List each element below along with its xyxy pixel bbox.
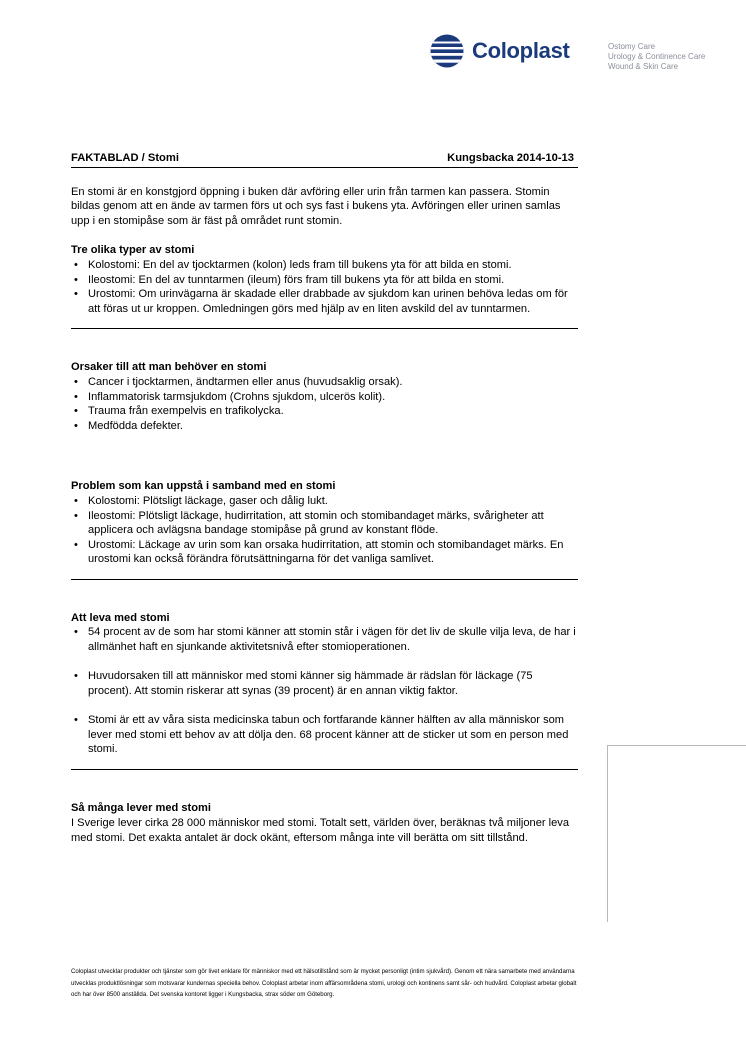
list-item: • Cancer i tjocktarmen, ändtarmen eller anus (huvudsaklig orsak). [71, 375, 578, 390]
section-divider [71, 328, 578, 329]
bullet-list [71, 494, 578, 567]
document-header [71, 151, 578, 168]
document-title: FAKTABLAD / Stomi [71, 152, 179, 164]
list-item: • Urostomi: Läckage av urin som kan orsaka hudirritation, att stomin och stomibandaget märks. En urostomi kan också förändra förutsättningarna för det vanliga samlivet. [71, 538, 578, 567]
tagline-line: Ostomy Care [608, 42, 656, 51]
footer-note: Coloplast utvecklar produkter och tjänster som gör livet enklare för människor med ett hälsotillstånd som är mycket personligt (intim sjukvård). Genom ett nära samarbete med användarna utvecklas produktlösningar som motsvarar kundernas speciella behov. Coloplast arbetar inom affärsområdena stomi, urologi och kontinens samt sår- och hudvård. Coloplast arbetar globalt och har över 8500 anställda. Det svenska kontoret ligger i Kungsbacka, strax söder om Göteborg. [71, 968, 577, 999]
list-item: • 54 procent av de som har stomi känner att stomin står i vägen för det liv de skulle vilja leva, de har i allmänhet haft en sjunkande aktivitetsnivå efter stomioperationen. [71, 625, 578, 654]
list-item: • Stomi är ett av våra sista medicinska tabun och fortfarande känner hälften av alla människor som lever med stomi ett behov av att dölja den. 68 procent känner att de sticker ut som en person med stomi. [71, 713, 578, 757]
bullet-list [71, 625, 578, 756]
coloplast-globe-icon [430, 34, 464, 68]
tagline-line: Urology & Continence Care [608, 52, 706, 61]
section-heading: Orsaker till att man behöver en stomi [71, 361, 267, 374]
list-item: • Urostomi: Om urinvägarna är skadade eller drabbade av sjukdom kan urinen behöva ledas om för att föras ut ur kroppen. Omledningen görs med hjälp av en liten avskild del av tunntarmen. [71, 287, 578, 316]
side-frame [607, 745, 746, 922]
section-divider [71, 579, 578, 580]
fact-sheet-body [71, 151, 578, 845]
section-heading: Tre olika typer av stomi [71, 244, 195, 257]
section-divider [71, 769, 578, 770]
section-heading: Så många lever med stomi [71, 802, 211, 815]
list-item: • Kolostomi: En del av tjocktarmen (kolon) leds fram till bukens yta för att bilda en stomi. [71, 258, 578, 273]
list-item: • Ileostomi: Plötsligt läckage, hudirritation, att stomin och stomibandaget märks, svårigheter att applicera och avlägsna bandage stomipåse på grund av konstant flöde. [71, 509, 578, 538]
section-paragraph: I Sverige lever cirka 28 000 människor med stomi. Totalt sett, världen över, beräknas två miljoner leva med stomi. Det exakta antalet är dock okänt, eftersom många inte vill berätta om sitt tillstånd. [71, 817, 570, 844]
section-heading: Att leva med stomi [71, 611, 170, 624]
document-date: Kungsbacka 2014-10-13 [447, 152, 574, 164]
coloplast-logo [430, 34, 570, 68]
tagline-line: Wound & Skin Care [608, 62, 679, 71]
list-item: • Medfödda defekter. [71, 419, 578, 434]
intro-paragraph: En stomi är en konstgjord öppning i buken där avföring eller urin från tarmen kan passera. Stomin bildas genom att en ände av tarmen förs ut och sys fast i bukens yta. Avföringen eller urinen samlas upp i en stomipåse som är fäst på området runt stomin. [71, 185, 561, 227]
brand-name: Coloplast [472, 38, 570, 63]
list-item: • Kolostomi: Plötsligt läckage, gaser och dålig lukt. [71, 494, 578, 509]
bullet-list [71, 258, 578, 316]
bullet-list [71, 375, 578, 433]
section-heading: Problem som kan uppstå i samband med en stomi [71, 480, 336, 493]
list-item: • Huvudorsaken till att människor med stomi känner sig hämmade är rädslan för läckage (75 procent). Att stomin riskerar att synas (39 procent) är en annan viktig faktor. [71, 669, 578, 698]
list-item: • Ileostomi: En del av tunntarmen (ileum) förs fram till bukens yta för att bilda en stomi. [71, 273, 578, 288]
list-item: • Inflammatorisk tarmsjukdom (Crohns sjukdom, ulcerös kolit). [71, 390, 578, 405]
brand-tagline [608, 42, 705, 72]
list-item: • Trauma från exempelvis en trafikolycka. [71, 404, 578, 419]
